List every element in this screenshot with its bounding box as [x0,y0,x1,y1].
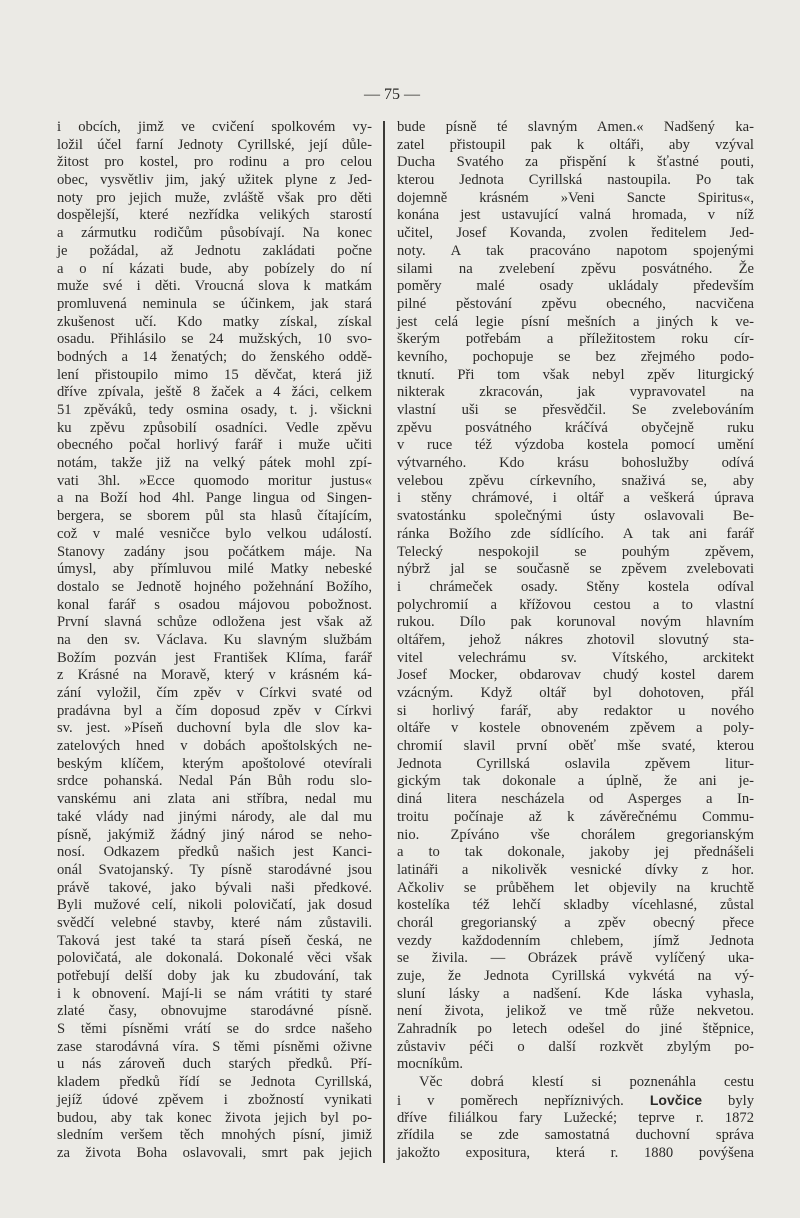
text-line: dříve zpívala, ještě 8 žaček a 4 žáci, celkem [57,384,372,401]
text-line: noty pro jejich muže, zvláště však pro děti [57,189,372,206]
text-line: diná litera nescházela od Asperges a In- [397,791,754,808]
text-line: pradávna byl a čím doposud zpěv v Církvi [57,702,372,719]
text-line: bude písně té slavným Amen.« Nadšený ka- [397,119,754,135]
text-line: i chrámeček osady. Stěny kostela odíval [397,578,754,595]
text-line: kterou Jednota Cyrillská nastoupila. Po tak [397,172,754,189]
text-line: jejíž údové zpěvem i zbožností vynikati [57,1091,372,1108]
text-line: učitel, Josef Kovanda, zvolen ředitelem Jed- [397,225,754,242]
text-line: mocníkům. [397,1056,464,1073]
text-line: Ducha Svatého za přispění k šťastné pouti, [397,154,754,171]
text-line: polovičatá, ale dokonalá. Dokonalé věci však [57,950,372,967]
text-line: vati 3hl. »Ecce quomodo moritur justus« [57,472,372,489]
text-line: nosí. Odkazem předků našich jest Kanci- [57,844,372,861]
text-line: jakožto expositura, která r. 1880 povýšena [397,1144,754,1161]
text-line: Zahradník po letech odešel do jiné štěpnice, [397,1021,754,1038]
text-line: dříve filiálkou fary Lužecké; teprve r. 1872 [397,1109,754,1126]
text-line: dojemně krásném »Veni Sancte Spiritus«, [397,189,754,206]
text-line: lení přistoupilo mimo 15 děvčat, která již [57,366,372,383]
text-line: i obcích, jimž ve cvičení spolkovém vy- [57,119,372,135]
text-line: zuje, že Jednota Cyrillská vykvétá na vý- [397,968,754,984]
text-line: Stanovy zadány jsou počátkem máje. Na [57,543,372,560]
text-line: potřebují delší doby jak ku zbudování, tak [57,968,372,984]
text-line: konal farář s osadou májovou pobožnost. [57,596,372,613]
text-line: také vlády nad jinými národy, ale dal mu [57,808,372,825]
column-divider [383,121,385,1163]
text-line: oltářem, jehož nákres zhotovil slovutný sta- [397,631,754,648]
text-line: muže své i děti. Vroucná slova k matkám [57,278,372,295]
text-line: gickým tak dokonale a úplně, že ani je- [397,773,754,790]
left-text-column [57,119,372,1163]
text-line: vanskému ani zlata ani stříbra, nedal mu [57,791,372,808]
text-line: promluvená neminula se účinkem, jak stará [57,295,372,312]
text-line: oltáře v kostele obnoveném zpěvem a poly- [397,720,754,737]
text-line: není života, jelikož ve tmě růže nekvetou. [397,1003,754,1020]
text-line: je požádal, až Jednotu zakládati počne [57,242,372,259]
text-line: tknutí. Při tom však nebyl zpěv liturgický [397,366,754,383]
text-line: chromií slavil první oběť mše svaté, kterou [397,738,754,755]
text-line: polychromií a křížovou cestou a to vlastní [397,596,754,613]
text-line: zatelových hned v dobách apoštolských ne- [57,738,372,755]
text-line: a o ní kázati bude, aby pobízely do ní [57,260,372,277]
text-line: S těmi písněmi vrátí se do srdce našeho [57,1021,372,1038]
text-line: Věc dobrá klestí si poznenáhla cestu [419,1074,754,1091]
text-line: Ačkoliv se průběhem let objevily na kruchtě [397,879,754,896]
text-line: sledním veršem těch mnohých písní, jimiž [57,1127,372,1144]
text-line: beským klíčem, kterým apoštolové otevírali [57,755,372,772]
text-line: obec, vysvětliv jim, jaký užitek plyne z Jed- [57,172,372,189]
text-line: konána jest ustavující valná hromada, v níž [397,207,754,224]
text-line: silami na zvelebení zpěvu posvátného. Že [397,260,754,277]
text-line: zání vyložil, čím zpěv v Církvi svaté od [57,685,372,701]
text-line: onál Svatojanský. Ty písně starodávné jsou [57,861,372,878]
text-line: zřídila se zde samostatná duchovní správa [397,1127,754,1144]
text-line: úmysl, aby přímluvou milé Matky nebeské [57,561,372,578]
text-line: vezdy každodenním chlebem, jímž Jednota [397,932,754,949]
text-line: sv. jest. »Píseň duchovní byla dle slov ka- [57,720,372,737]
text-line: se živila. — Obrázek právě vylíčený uka- [397,950,754,967]
text-line: z Krásné na Moravě, který v krásném ká- [57,667,372,684]
text-line: ránka Božího zde sídlícího. A tak ani farář [397,525,754,542]
text-line: dostalo se Jednotě hojného požehnání Božího, [57,578,372,595]
text-line: latináři a nikolivěk vesnické dívky z hor. [397,861,754,878]
text-line: chorál gregorianský a zpěv obecný přece [397,914,754,931]
text-line: nikterak zkracován, jak vypravovatel na [397,384,754,401]
page-number: — 75 — [364,86,420,103]
text-span: i v poměrech nepříznivých. [397,1092,650,1109]
text-line: zatel přistoupil pak k oltáři, aby vzýval [397,136,754,153]
text-line: noty. A tak pracováno napotom spojenými [397,242,754,259]
text-line: i k obnovení. Mají-li se nám vrátiti ty staré [57,985,372,1002]
text-line: ložil účel farní Jednoty Cyrillské, její důle- [57,136,372,153]
text-line: jest celá legie písní mešních a jiných k ve- [397,313,754,330]
text-line: Božím pozván jest František Klíma, farář [57,649,372,666]
text-line: zase starodávná víra. S těmi písněmi oživne [57,1038,372,1055]
text-line: škerým potřebám a příležitostem roku cír- [397,331,754,348]
text-line: na den sv. Václava. Ku slavným službám [57,631,372,648]
text-line: si horlivý farář, aby redaktor u nového [397,702,754,719]
text-line: osadu. Přihlásilo se 24 mužských, 10 svo- [57,331,372,348]
text-line: zpěvu posvátného kráčívá obyčejně ruku [397,419,754,436]
text-line: rukou. Dílo pak korunoval novým hlavním [397,614,754,631]
text-line: svědčí velebné stavby, které nám zůstavili. [57,914,372,931]
text-line: Byli mužové celí, nikoli polovičatí, jak dosud [57,897,372,914]
text-line: 51 zpěváků, tedy osmina osady, t. j. všickni [57,402,372,418]
text-line: pilné pěstování zpěvu obecného, nacvičena [397,295,754,312]
text-line: notám, takže již na velký pátek mohl zpí- [57,455,372,472]
text-line: srdce pohanská. Nedal Pán Bůh rodu slo- [57,773,372,790]
text-span: byly [702,1092,754,1109]
text-line: vlastní uši se přesvědčil. Se zvelebováním [397,402,754,418]
text-line: zůstaviv péči o další rozkvět zbylým po- [397,1038,754,1055]
text-line: obecného počal horlivý farář i muže učiti [57,437,372,454]
text-line: nio. Zpíváno vše chorálem gregorianským [397,826,754,843]
text-line: bergera, se sborem půl sta hlasů čítajícím, [57,508,372,525]
text-line: poměry malé osady ukládaly především [397,278,754,295]
text-line: i stěny chrámové, i oltář a veškerá úprava [397,490,754,507]
text-line: kevního, pochopuje se bez zřejmého podo- [397,348,754,365]
text-line: troitu počínaje až k závěrečnému Commu- [397,808,754,825]
right-text-column [397,119,754,1163]
text-line: právě takové, jako bývali naši předkové. [57,879,372,896]
text-line: Josef Mocker, obdarovav chudý kostel darem [397,667,754,684]
text-line: což v malé vesničce bylo velkou událostí. [57,525,372,542]
text-line: budou, aby tak konec života jejich byl po- [57,1109,372,1126]
text-line: zkušenost učí. Kdo matky získal, získal [57,313,372,330]
text-line: kladem předků řídí se Jednota Cyrillská, [57,1074,372,1091]
text-line [397,1092,754,1110]
text-line: kostelíka též lehčí skladby vícehlasné, zůstal [397,897,754,914]
text-line: nýbrž jal se současně se zpěvem zvelebovati [397,561,754,578]
text-line: vitel velechrámu sv. Vítského, arckitekt [397,649,754,666]
text-line: dospělejší, které nezřídka velikých starostí [57,207,372,224]
text-line: písně, jakýmiž žádný jiný národ se neho- [57,826,372,843]
text-line: a zármutku rodičům působívají. Na konec [57,225,372,242]
text-line: žitost pro kostel, pro rodinu a pro celou [57,154,372,171]
text-line: výtvarného. Kdo krásu bohoslužby odívá [397,455,754,472]
text-line: a to tak dokonale, jakoby jej přednášeli [397,844,754,861]
text-line: bodných a 14 ženatých; do ženského oddě- [57,348,372,365]
text-line: ku zpěvu způsobilí osadníci. Vedle zpěvu [57,419,372,436]
text-line: za života Boha oslavovali, smrt pak jejich [57,1144,372,1161]
text-line: Telecký nespokojil se pouhým zpěvem, [397,543,754,560]
text-line: sluní lásky a nadšení. Kde láska vyhasla, [397,985,754,1002]
place-name-bold: Lovčice [649,1091,703,1108]
text-line: velebou zpěvu církevního, snaživá se, aby [397,472,754,489]
text-line: Jednota Cyrillská oslavila zpěvem litur- [397,755,754,772]
text-line: v ruce též výzdoba kostela pomocí umění [397,437,754,454]
text-line: svatostánku společnými ústy oslavovali Be- [397,508,754,525]
text-line: a na Boží hod 4hl. Pange lingua od Singen- [57,490,372,507]
text-line: Taková jest také ta stará píseň česká, ne [57,932,372,949]
text-line: První slavná schůze odložena jest však až [57,614,372,631]
text-line: u nás zároveň duch starých předků. Pří- [57,1056,372,1073]
text-line: vzácným. Když oltář byl dohotoven, přál [397,685,754,701]
text-line: zlaté časy, obnovujme starodávné písně. [57,1003,372,1020]
